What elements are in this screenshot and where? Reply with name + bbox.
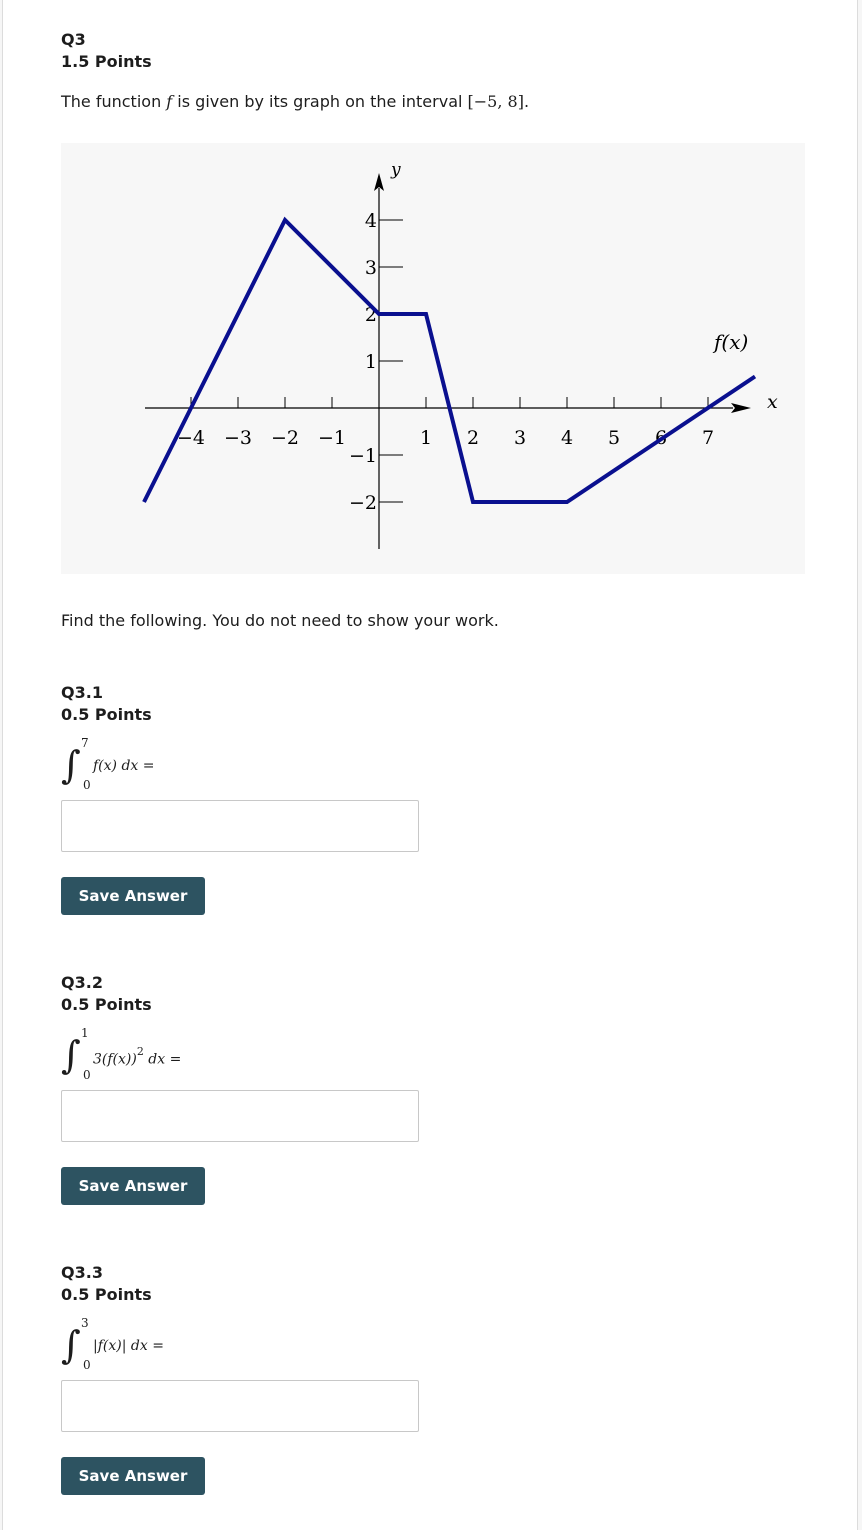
integrand: f(x) dx = (93, 758, 155, 774)
x-tick-label: −3 (223, 427, 253, 449)
upper-limit: 3 (81, 1316, 89, 1330)
integral-expression (61, 1026, 261, 1084)
upper-limit: 1 (81, 1026, 89, 1040)
x-tick-label: −1 (317, 427, 347, 449)
answer-input[interactable] (61, 800, 419, 852)
intro-suffix: is given by its graph on the interval (172, 92, 468, 111)
y-tick-label: 2 (364, 304, 377, 326)
part-points: 0.5 Points (61, 995, 152, 1014)
upper-limit: 7 (81, 736, 89, 750)
x-axis-arrow (731, 403, 751, 413)
x-tick-label: 5 (607, 427, 621, 449)
y-tick-label: 3 (364, 257, 377, 279)
x-tick-label: 4 (560, 427, 574, 449)
x-tick-label: 3 (513, 427, 527, 449)
lower-limit: 0 (83, 1358, 91, 1372)
integrand (93, 1045, 182, 1068)
y-tick-label: 1 (364, 351, 377, 373)
function-graph (61, 143, 805, 574)
question-intro (61, 91, 529, 113)
question-panel (2, 0, 858, 1530)
x-tick-label: 7 (701, 427, 715, 449)
exponent: 2 (136, 1045, 144, 1058)
intro-function-var: f (166, 92, 173, 111)
curve-label: f(x) (714, 330, 749, 354)
part-points: 0.5 Points (61, 705, 152, 724)
y-tick-label: −1 (348, 445, 377, 467)
x-axis-label: x (767, 391, 778, 413)
part-title: Q3.2 (61, 973, 103, 992)
graph-figure (61, 143, 805, 574)
integrand-tail: dx = (143, 1051, 182, 1068)
integrand: |f(x)| dx = (93, 1338, 164, 1354)
x-tick-label: 1 (419, 427, 433, 449)
function-curve (144, 220, 755, 502)
x-tick-label: 2 (466, 427, 480, 449)
y-axis-label: y (391, 160, 401, 180)
x-tick-label: −4 (176, 427, 206, 449)
save-answer-button[interactable]: Save Answer (61, 1167, 205, 1205)
x-tick-label: 6 (654, 427, 668, 449)
integral-expression (61, 736, 261, 794)
part-points: 0.5 Points (61, 1285, 152, 1304)
question-title: Q3 (61, 30, 86, 49)
y-tick-label: 4 (364, 210, 377, 232)
intro-interval: [−5, 8]. (467, 92, 530, 111)
save-answer-button[interactable]: Save Answer (61, 877, 205, 915)
question-points: 1.5 Points (61, 52, 152, 71)
part-title: Q3.1 (61, 683, 103, 702)
intro-prefix: The function (61, 92, 167, 111)
lower-limit: 0 (83, 778, 91, 792)
answer-input[interactable] (61, 1380, 419, 1432)
integral-sign: ∫ (61, 1323, 81, 1367)
answer-input[interactable] (61, 1090, 419, 1142)
integral-expression (61, 1316, 261, 1374)
part-title: Q3.3 (61, 1263, 103, 1282)
instructions-text: Find the following. You do not need to show your work. (61, 611, 499, 630)
integral-sign: ∫ (61, 743, 81, 787)
save-answer-button[interactable]: Save Answer (61, 1457, 205, 1495)
y-tick-label: −2 (348, 492, 377, 514)
integrand-base: 3(f(x)) (93, 1051, 137, 1068)
lower-limit: 0 (83, 1068, 91, 1082)
x-tick-label: −2 (270, 427, 300, 449)
integral-sign: ∫ (61, 1033, 81, 1077)
